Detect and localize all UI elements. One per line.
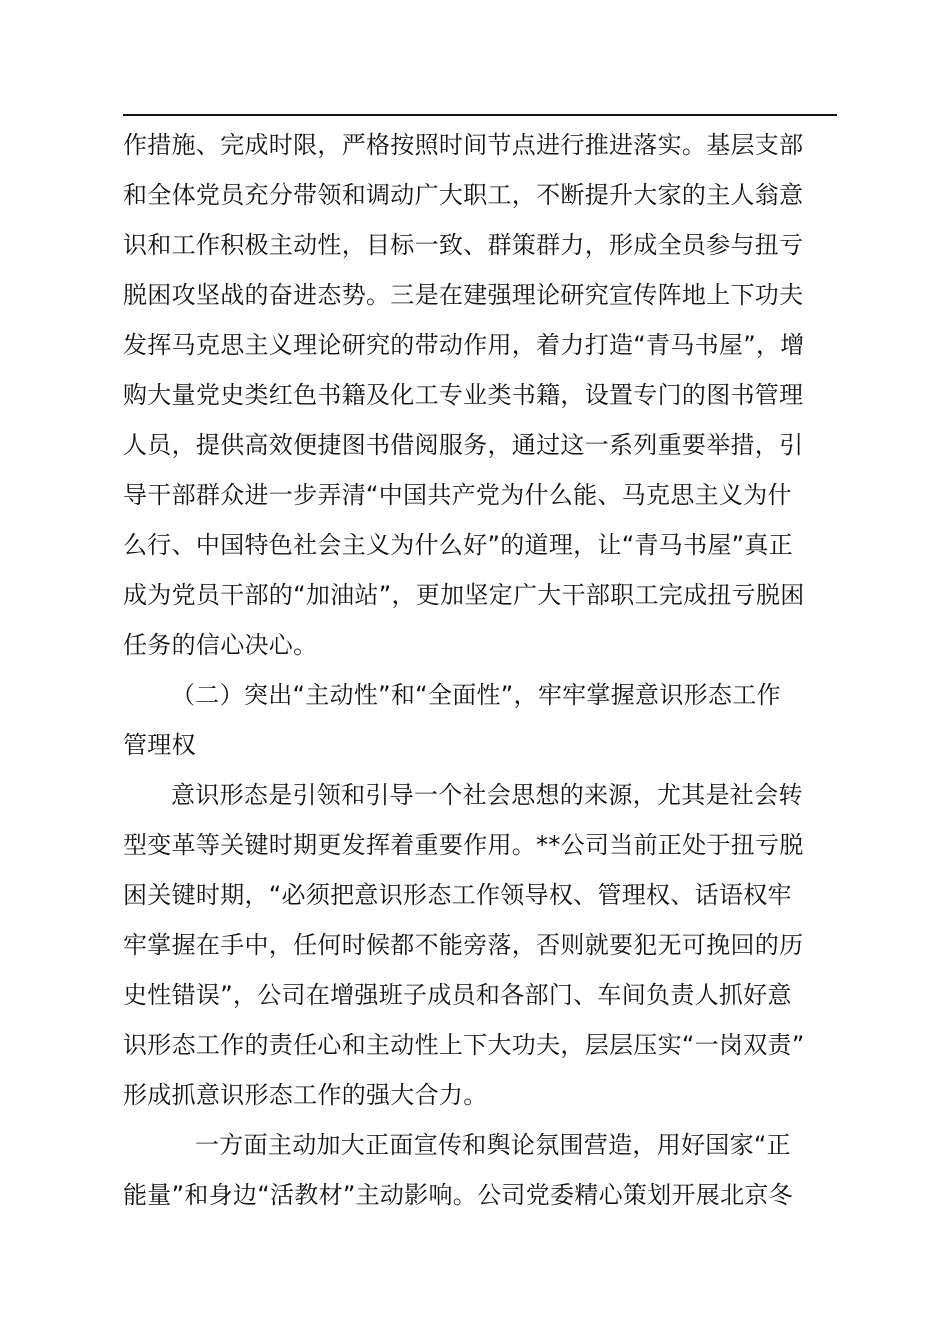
paragraph-1-line: 成为党员干部的“加油站”，更加坚定广大干部职工完成扭亏脱困 xyxy=(123,581,805,609)
paragraph-1-line: 人员，提供高效便捷图书借阅服务，通过这一系列重要举措，引 xyxy=(123,431,804,459)
paragraph-2-line: 困关键时期，“必须把意识形态工作领导权、管理权、话语权牢 xyxy=(123,881,792,909)
paragraph-2-line: 史性错误”，公司在增强班子成员和各部门、车间负责人抓好意 xyxy=(123,981,792,1009)
paragraph-1-line: 和全体党员充分带领和调动广大职工，不断提升大家的主人翁意 xyxy=(123,181,804,209)
paragraph-2-line: 识形态工作的责任心和主动性上下大功夫，层层压实“一岗双责” xyxy=(123,1031,805,1059)
paragraph-2-line: 型变革等关键时期更发挥着重要作用。**公司当前正处于扭亏脱 xyxy=(123,831,804,859)
section-heading: （二）突出“主动性”和“全面性”，牢牢掌握意识形态工作 xyxy=(171,681,781,709)
paragraph-1-line: 么行、中国特色社会主义为什么好”的道理，让“青马书屋”真正 xyxy=(123,531,793,559)
header-rule xyxy=(123,114,837,116)
paragraph-1-line: 识和工作积极主动性，目标一致、群策群力，形成全员参与扭亏 xyxy=(123,231,804,259)
section-heading-continued: 管理权 xyxy=(123,731,196,759)
paragraph-1-line: 发挥马克思主义理论研究的带动作用，着力打造“青马书屋”，增 xyxy=(123,331,805,359)
paragraph-3-line: 能量”和身边“活教材”主动影响。公司党委精心策划开展北京冬 xyxy=(123,1181,793,1209)
paragraph-1-line: 购大量党史类红色书籍及化工专业类书籍，设置专门的图书管理 xyxy=(123,381,804,409)
paragraph-3-line: 一方面主动加大正面宣传和舆论氛围营造，用好国家“正 xyxy=(195,1131,791,1159)
paragraph-2-line: 意识形态是引领和引导一个社会思想的来源，尤其是社会转 xyxy=(171,781,803,809)
paragraph-1-line: 作措施、完成时限，严格按照时间节点进行推进落实。基层支部 xyxy=(123,131,804,159)
paragraph-1-line: 任务的信心决心。 xyxy=(123,631,318,659)
paragraph-2-line: 牢掌握在手中，任何时候都不能旁落，否则就要犯无可挽回的历 xyxy=(123,931,804,959)
paragraph-1-line: 导干部群众进一步弄清“中国共产党为什么能、马克思主义为什 xyxy=(123,481,792,509)
paragraph-1-line: 脱困攻坚战的奋进态势。三是在建强理论研究宣传阵地上下功夫 xyxy=(123,281,804,309)
paragraph-2-line: 形成抓意识形态工作的强大合力。 xyxy=(123,1081,488,1109)
